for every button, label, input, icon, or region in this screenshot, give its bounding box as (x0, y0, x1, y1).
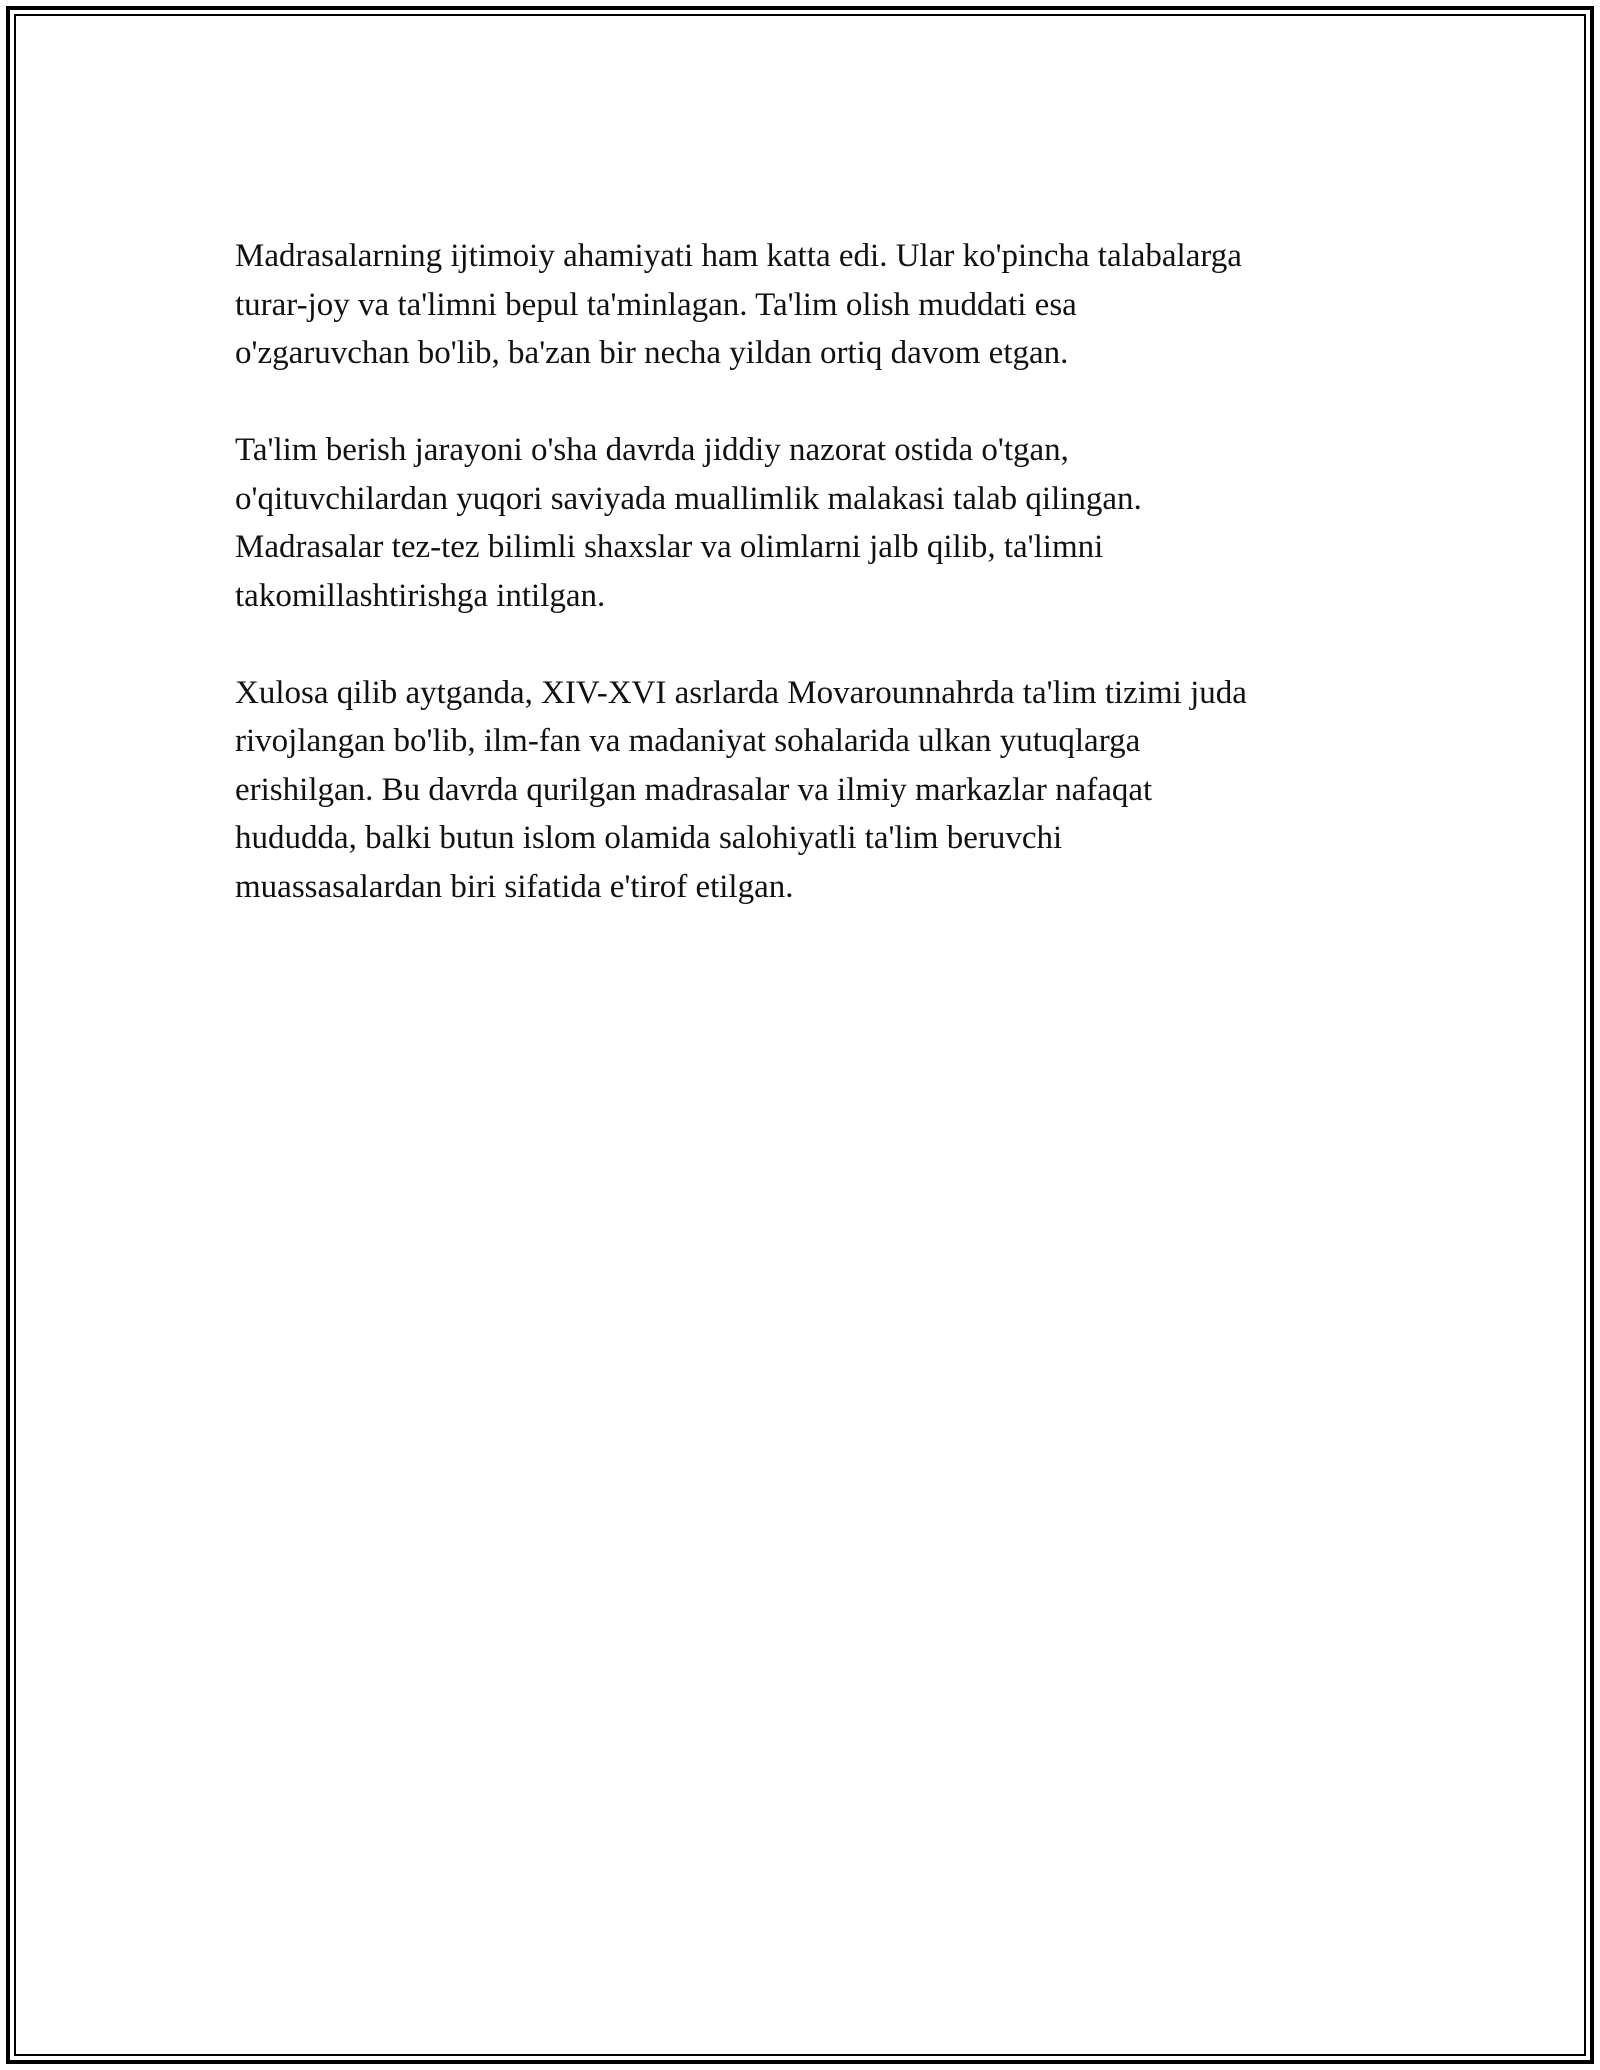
paragraph-madrasa-social-importance: Madrasalarning ijtimoiy ahamiyati ham katta edi. Ular ko'pincha talabalarga turar-joy va ta'limni bepul ta'minlagan. Ta'lim olish muddati esa o'zgaruvchan bo'lib, ba'zan bir necha yildan ortiq davom etgan. (235, 238, 1242, 371)
paragraph-conclusion: Xulosa qilib aytganda, XIV-XVI asrlarda Movarounnahrda ta'lim tizimi juda rivojlangan bo'lib, ilm-fan va madaniyat sohalarida ulkan yutuqlarga erishilgan. Bu davrda qurilgan madrasalar va ilmiy markazlar nafaqat hududda, balki butun islom olamida salohiyatli ta'lim beruvchi muassasalardan biri sifatida e'tirof etilgan. (235, 674, 1247, 905)
document-body (235, 232, 1385, 960)
paragraph-teaching-process: Ta'lim berish jarayoni o'sha davrda jiddiy nazorat ostida o'tgan, o'qituvchilardan yuqori saviyada muallimlik malakasi talab qilingan. Madrasalar tez-tez bilimli shaxslar va olimlarni jalb qilib, ta'limni takomillashtirishga intilgan. (235, 432, 1142, 614)
